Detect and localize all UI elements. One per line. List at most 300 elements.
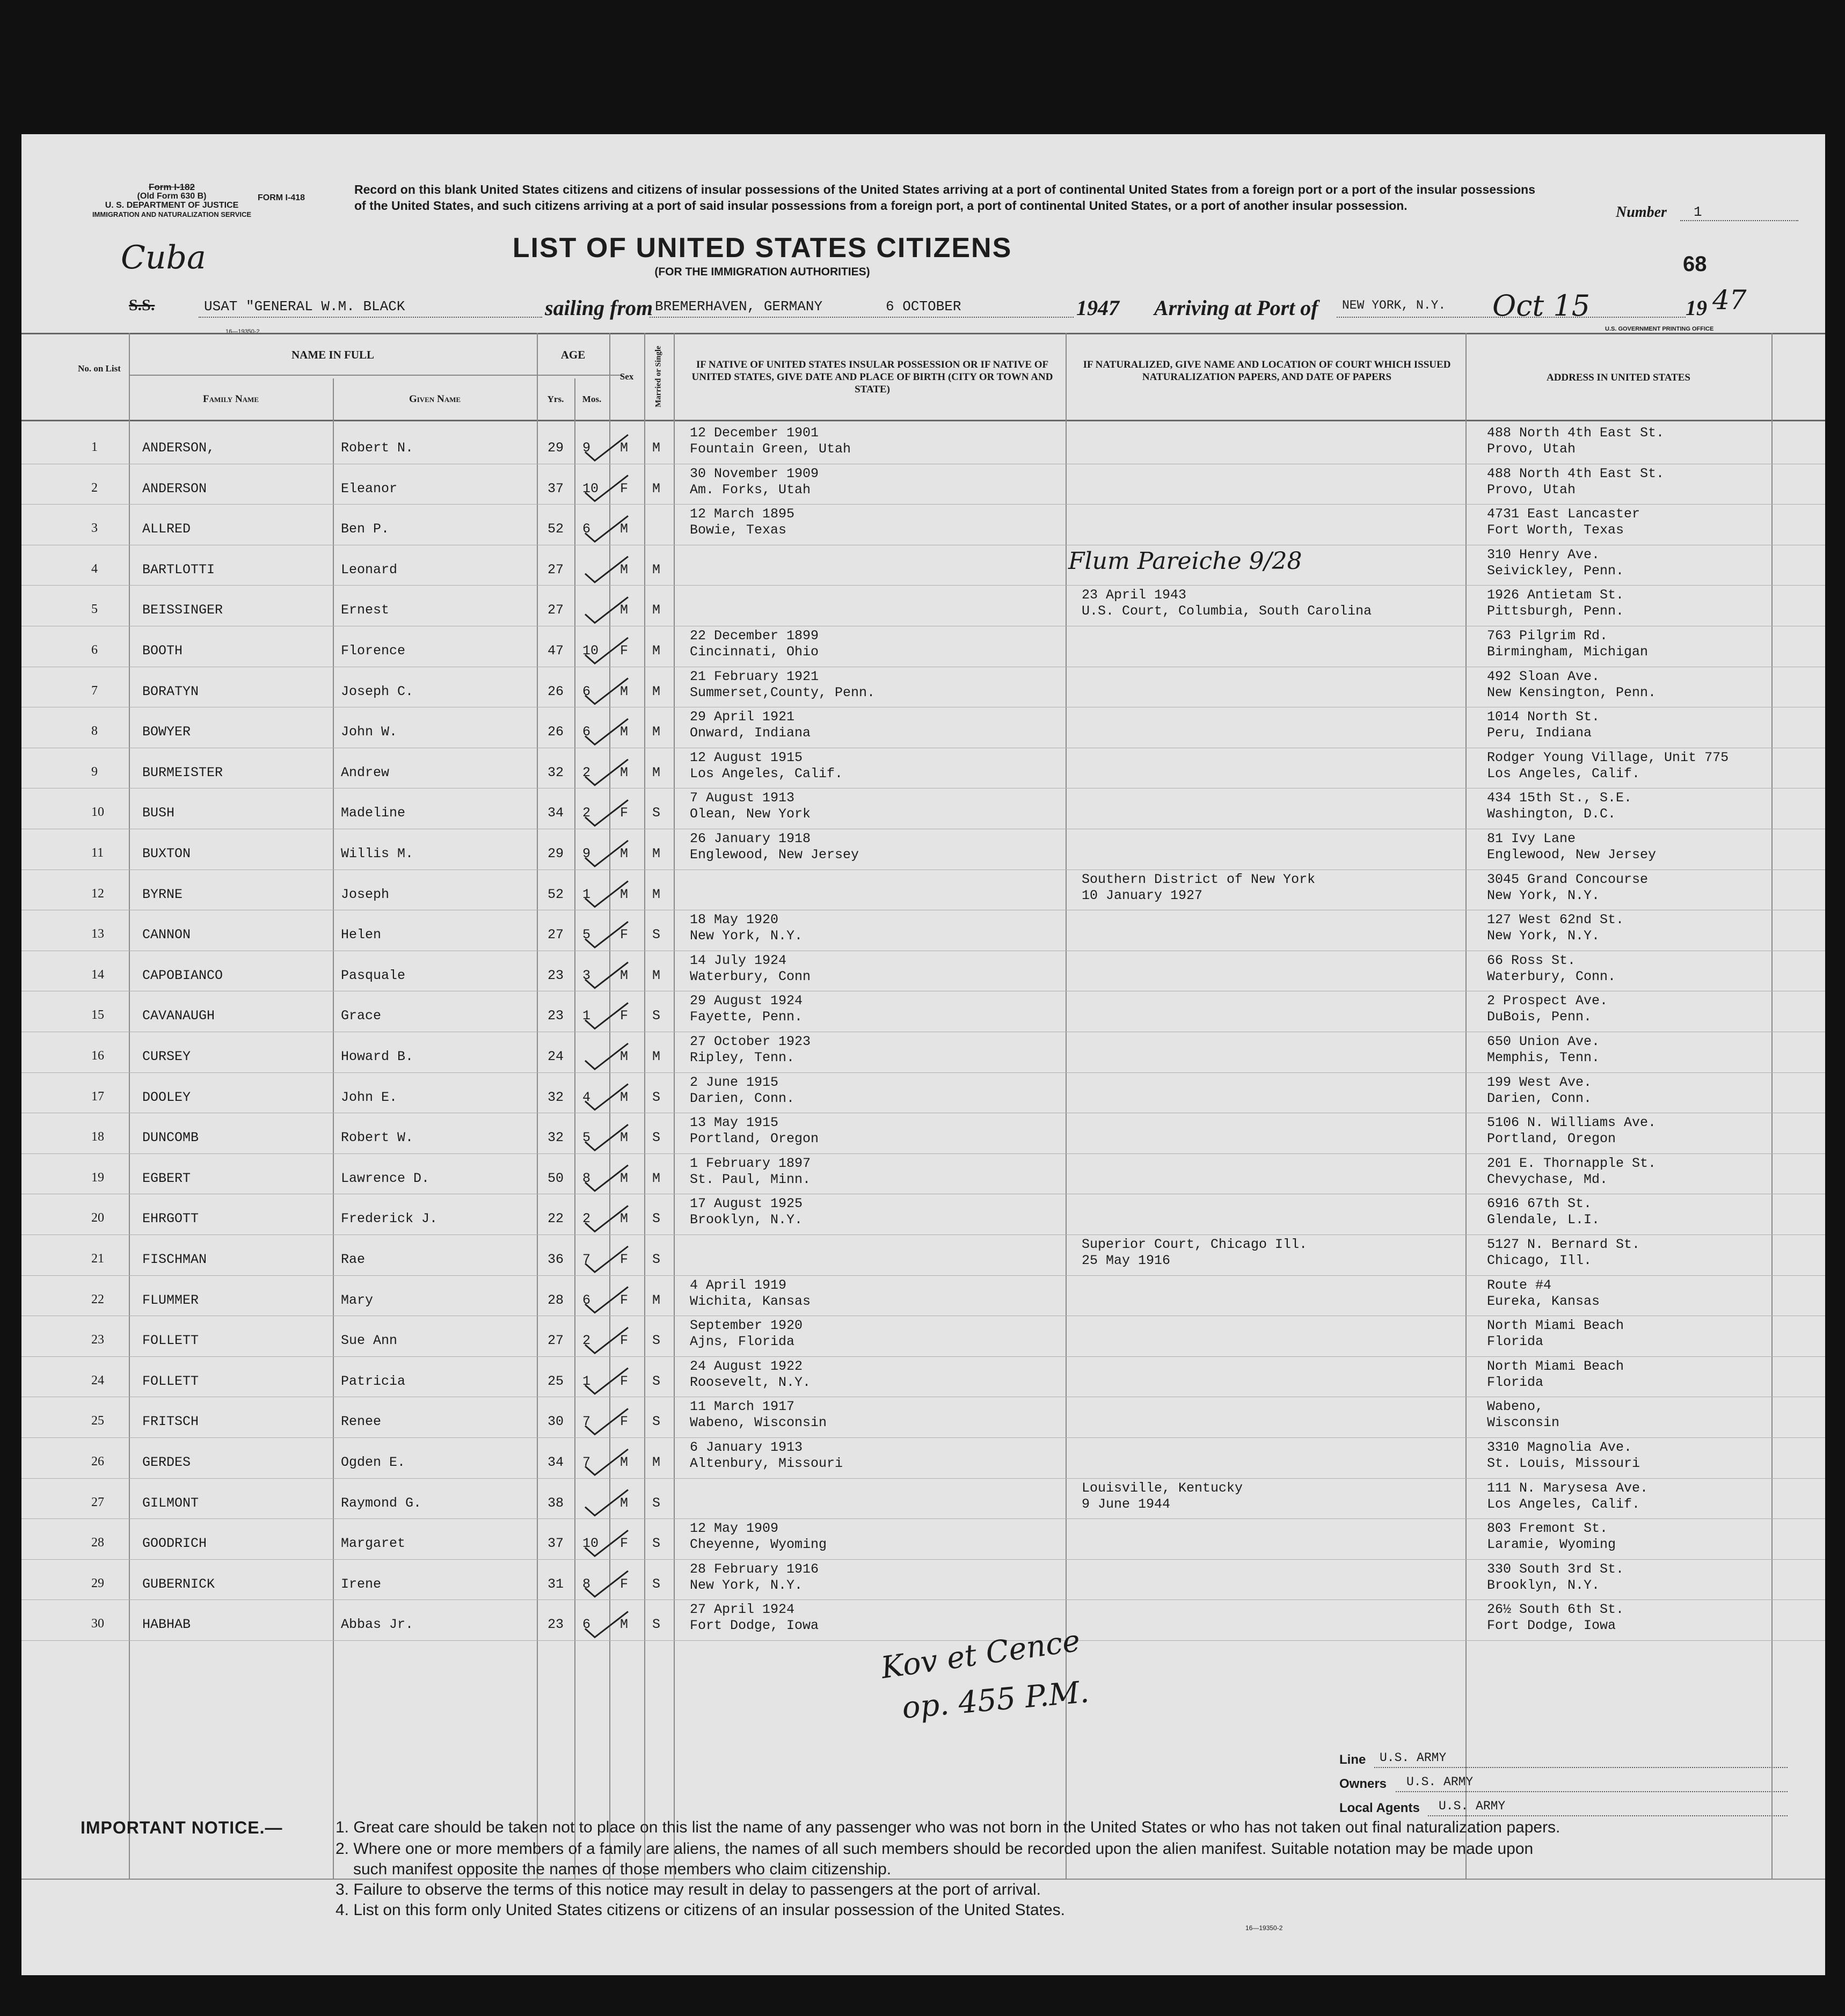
row-number: 22: [91, 1292, 104, 1306]
family-name: DOOLEY: [142, 1089, 191, 1105]
family-name: BOOTH: [142, 643, 183, 659]
given-name: Robert W.: [341, 1130, 414, 1146]
given-name: Mary: [341, 1292, 374, 1308]
marital-status: M: [652, 643, 661, 659]
address-line-2: New Kensington, Penn.: [1487, 684, 1657, 700]
family-name: FISCHMAN: [142, 1252, 207, 1267]
address-line-2: New York, N.Y.: [1487, 887, 1600, 903]
age-months: 6: [582, 1617, 591, 1633]
notice-item-2: 2. Where one or more members of a family are aliens, the names of all such members should be recorded upon the alien manifest. Suitable notation may be made upon: [336, 1840, 1534, 1858]
given-name: Grace: [341, 1008, 382, 1024]
age-years: 37: [548, 1536, 564, 1552]
birth-date: 24 August 1922: [690, 1358, 803, 1374]
birth-date: 14 July 1924: [690, 952, 787, 968]
row-number: 27: [91, 1495, 104, 1509]
department: U. S. DEPARTMENT OF JUSTICE: [105, 201, 239, 210]
family-name: BYRNE: [142, 886, 183, 902]
given-name: Willis M.: [341, 846, 414, 861]
age-months: 7: [582, 1455, 591, 1470]
age-years: 52: [548, 521, 564, 537]
age-months: 6: [582, 724, 591, 740]
signature-note: Kov et Cence: [879, 1623, 1083, 1686]
printer-imprint: U.S. GOVERNMENT PRINTING OFFICE: [1605, 326, 1714, 332]
col-no: No. on List: [78, 363, 121, 374]
given-name: Pasquale: [341, 967, 406, 983]
age-months: 1: [582, 1008, 591, 1024]
birth-date: 17 August 1925: [690, 1196, 803, 1212]
col-birth: IF NATIVE OF UNITED STATES INSULAR POSSESSION OR IF NATIVE OF UNITED STATES, GIVE DATE AND PLACE OF BIRTH (CITY OR TOWN AND STATE): [691, 359, 1053, 395]
row-number: 10: [91, 805, 104, 820]
manifest-page: [21, 134, 1825, 1975]
family-name: BUXTON: [142, 846, 191, 861]
sex: M: [620, 440, 629, 456]
birth-place: Am. Forks, Utah: [690, 481, 811, 498]
family-name: HABHAB: [142, 1617, 191, 1633]
number-value: 1: [1694, 204, 1702, 220]
marital-status: M: [652, 1170, 661, 1186]
notice-item-2b: such manifest opposite the names of those members who claim citizenship.: [353, 1860, 892, 1878]
address-line-2: St. Louis, Missouri: [1487, 1456, 1640, 1471]
page-subtitle: (FOR THE IMMIGRATION AUTHORITIES): [654, 266, 870, 278]
print-code-top: 16—19350-2: [225, 328, 260, 335]
age-years: 29: [548, 846, 564, 861]
address-line-1: 1926 Antietam St.: [1487, 587, 1624, 603]
address-line-2: Eureka, Kansas: [1487, 1293, 1600, 1309]
stamp-number: 68: [1683, 252, 1707, 276]
given-name: Howard B.: [341, 1049, 414, 1064]
birth-date: 27 April 1924: [690, 1602, 795, 1618]
family-name: DUNCOMB: [142, 1130, 199, 1146]
sex: F: [620, 1333, 629, 1349]
col-family-name: Family Name: [203, 393, 259, 405]
address-line-1: 650 Union Ave.: [1487, 1034, 1600, 1049]
address-line-2: Florida: [1487, 1374, 1544, 1390]
sex: M: [620, 1455, 629, 1470]
marital-status: S: [652, 927, 661, 943]
check-mark: [585, 557, 628, 582]
age-years: 27: [548, 561, 564, 578]
page-title: LIST OF UNITED STATES CITIZENS: [512, 232, 1012, 264]
age-years: 37: [548, 480, 564, 496]
birth-place: Fort Dodge, Iowa: [690, 1618, 819, 1634]
row-number: 16: [91, 1049, 104, 1063]
form-number: FORM I-418: [258, 193, 305, 202]
address-line-2: Los Angeles, Calif.: [1487, 765, 1640, 781]
address-line-1: 310 Henry Ave.: [1487, 546, 1600, 563]
age-months: 2: [582, 805, 591, 821]
marital-status: M: [652, 724, 661, 740]
address-line-1: 81 Ivy Lane: [1487, 831, 1576, 846]
address-line-1: 127 West 62nd St.: [1487, 912, 1624, 928]
address-line-2: Chevychase, Md.: [1487, 1171, 1608, 1187]
address-line-2: Darien, Conn.: [1487, 1090, 1592, 1106]
col-married-single: Married or Single: [654, 346, 663, 407]
birth-date: September 1920: [690, 1318, 803, 1334]
birth-date: 29 April 1921: [690, 709, 795, 725]
row-number: 9: [91, 764, 98, 779]
check-mark: [585, 881, 628, 907]
address-line-2: Laramie, Wyoming: [1487, 1537, 1616, 1553]
age-months: 4: [582, 1089, 591, 1105]
address-line-1: Rodger Young Village, Unit 775: [1487, 749, 1729, 765]
address-line-2: Englewood, New Jersey: [1487, 847, 1657, 863]
given-name: Sue Ann: [341, 1333, 398, 1349]
row-number: 12: [91, 886, 104, 901]
check-mark: [585, 1124, 628, 1150]
sail-year: 1947: [1076, 296, 1119, 320]
age-years: 28: [548, 1292, 564, 1308]
birth-place: Summerset,County, Penn.: [690, 684, 876, 700]
address-line-1: Route #4: [1487, 1277, 1552, 1293]
given-name: Ernest: [341, 602, 390, 618]
age-months: 9: [582, 846, 591, 861]
row-number: 3: [91, 521, 98, 536]
check-mark: [585, 1287, 628, 1313]
address-line-2: Seivickley, Penn.: [1487, 563, 1624, 579]
row-number: 17: [91, 1089, 104, 1104]
marital-status: S: [652, 1576, 661, 1592]
agents-value: U.S. ARMY: [1439, 1799, 1506, 1813]
given-name: Joseph: [341, 886, 390, 902]
naturalization-detail: 25 May 1916: [1082, 1253, 1171, 1268]
row-number: 14: [91, 967, 104, 982]
marital-status: S: [652, 1130, 661, 1146]
birth-date: 12 March 1895: [690, 506, 795, 522]
age-years: 32: [548, 764, 564, 780]
age-years: 27: [548, 927, 564, 943]
address-line-1: 492 Sloan Ave.: [1487, 668, 1600, 684]
sex: F: [620, 1373, 629, 1389]
row-number: 20: [91, 1211, 104, 1225]
birth-place: Waterbury, Conn: [690, 968, 811, 984]
address-line-2: Memphis, Tenn.: [1487, 1050, 1600, 1065]
family-name: BORATYN: [142, 683, 199, 699]
sex: F: [620, 1576, 629, 1592]
age-years: 32: [548, 1089, 564, 1105]
address-line-2: New York, N.Y.: [1487, 928, 1600, 944]
address-line-1: 763 Pilgrim Rd.: [1487, 628, 1608, 644]
arrival-year-prefix: 19: [1686, 296, 1707, 320]
address-line-2: Provo, Utah: [1487, 441, 1576, 457]
address-line-2: Provo, Utah: [1487, 481, 1576, 498]
sex: M: [620, 561, 629, 578]
age-months: 2: [582, 1211, 591, 1227]
sailing-from: BREMERHAVEN, GERMANY: [655, 298, 823, 315]
check-mark: [585, 1530, 628, 1556]
row-number: 23: [91, 1333, 104, 1347]
departure-time-note: op. 455 P.M.: [900, 1674, 1091, 1726]
address-line-1: 2 Prospect Ave.: [1487, 993, 1608, 1009]
given-name: Leonard: [341, 561, 398, 578]
birth-place: Cincinnati, Ohio: [690, 644, 819, 660]
margin-note: Flum Pareiche 9/28: [1068, 547, 1302, 575]
given-name: Irene: [341, 1576, 382, 1592]
given-name: Patricia: [341, 1373, 406, 1389]
row-number: 7: [91, 683, 98, 698]
birth-place: Fountain Green, Utah: [690, 441, 851, 457]
age-years: 23: [548, 967, 564, 983]
birth-place: Brooklyn, N.Y.: [690, 1212, 803, 1228]
arrival-port: NEW YORK, N.Y.: [1342, 298, 1446, 312]
row-number: 18: [91, 1130, 104, 1144]
check-mark: [585, 922, 628, 947]
age-years: 32: [548, 1130, 564, 1146]
birth-place: Onward, Indiana: [690, 725, 811, 741]
address-line-2: Waterbury, Conn.: [1487, 968, 1616, 984]
family-name: BARTLOTTI: [142, 561, 215, 578]
check-mark: [585, 1246, 628, 1272]
age-years: 34: [548, 805, 564, 821]
family-name: FLUMMER: [142, 1292, 199, 1308]
age-months: 10: [582, 1536, 599, 1552]
birth-date: 7 August 1913: [690, 790, 795, 806]
address-line-1: 201 E. Thornapple St.: [1487, 1155, 1657, 1171]
agents-label: Local Agents: [1339, 1801, 1420, 1815]
sex: F: [620, 927, 629, 943]
naturalization-court: 23 April 1943: [1082, 587, 1187, 603]
birth-date: 13 May 1915: [690, 1115, 779, 1131]
marital-status: S: [652, 1495, 661, 1511]
old-form-number: (Old Form 630 B): [137, 192, 207, 201]
check-mark: [585, 759, 628, 785]
marital-status: S: [652, 1089, 661, 1105]
marital-status: M: [652, 846, 661, 861]
vessel-name: USAT "GENERAL W.M. BLACK: [204, 298, 405, 315]
birth-place: Olean, New York: [690, 806, 811, 822]
check-mark: [585, 1408, 628, 1434]
birth-date: 26 January 1918: [690, 831, 811, 846]
sex: F: [620, 1292, 629, 1308]
address-line-2: Los Angeles, Calif.: [1487, 1496, 1640, 1512]
family-name: ANDERSON,: [142, 440, 215, 456]
row-number: 15: [91, 1008, 104, 1022]
birth-date: 1 February 1897: [690, 1155, 811, 1171]
birth-place: Bowie, Texas: [690, 522, 787, 538]
birth-date: 6 January 1913: [690, 1440, 803, 1455]
given-name: Eleanor: [341, 480, 398, 496]
birth-date: 21 February 1921: [690, 668, 819, 684]
col-name-in-full: NAME IN FULL: [291, 348, 374, 361]
check-mark: [585, 719, 628, 744]
age-months: 5: [582, 927, 591, 943]
age-years: 23: [548, 1617, 564, 1633]
notice-item-1: 1. Great care should be taken not to place on this list the name of any passenger who was not born in the United States or who has not taken out final naturalization papers.: [336, 1818, 1560, 1836]
sex: M: [620, 602, 629, 618]
naturalization-detail: 10 January 1927: [1082, 887, 1203, 903]
given-name: Joseph C.: [341, 683, 414, 699]
sex: M: [620, 886, 629, 902]
age-months: 8: [582, 1576, 591, 1592]
age-months: 2: [582, 1333, 591, 1349]
age-months: 6: [582, 683, 591, 699]
sex: M: [620, 1130, 629, 1146]
given-name: Renee: [341, 1414, 382, 1430]
naturalization-detail: U.S. Court, Columbia, South Carolina: [1082, 603, 1372, 619]
row-number: 4: [91, 561, 98, 576]
check-mark: [585, 638, 628, 663]
birth-place: Cheyenne, Wyoming: [690, 1537, 827, 1553]
check-marks: [21, 134, 1825, 1959]
birth-date: 12 December 1901: [690, 425, 819, 441]
birth-date: 29 August 1924: [690, 993, 803, 1009]
check-mark: [585, 962, 628, 988]
sex: M: [620, 764, 629, 780]
sex: F: [620, 1008, 629, 1024]
family-name: GUBERNICK: [142, 1576, 215, 1592]
address-line-1: 4731 East Lancaster: [1487, 506, 1640, 522]
given-name: Lawrence D.: [341, 1170, 430, 1186]
birth-date: 12 August 1915: [690, 749, 803, 765]
age-months: 3: [582, 967, 591, 983]
given-name: Ben P.: [341, 521, 390, 537]
age-years: 31: [548, 1576, 564, 1592]
row-number: 19: [91, 1170, 104, 1185]
family-name: EGBERT: [142, 1170, 191, 1186]
row-number: 5: [91, 602, 98, 617]
sex: F: [620, 1414, 629, 1430]
family-name: FOLLETT: [142, 1333, 199, 1349]
row-number: 26: [91, 1455, 104, 1469]
marital-status: M: [652, 886, 661, 902]
check-mark: [585, 1003, 628, 1028]
sex: M: [620, 1170, 629, 1186]
marital-status: S: [652, 1617, 661, 1633]
birth-place: Portland, Oregon: [690, 1131, 819, 1147]
address-line-1: North Miami Beach: [1487, 1318, 1624, 1334]
family-name: CURSEY: [142, 1049, 191, 1064]
age-months: 10: [582, 643, 599, 659]
given-name: Abbas Jr.: [341, 1617, 414, 1633]
address-line-2: Fort Worth, Texas: [1487, 522, 1624, 538]
birth-date: 27 October 1923: [690, 1034, 811, 1049]
given-name: Helen: [341, 927, 382, 943]
handwritten-mark: Cuba: [121, 239, 206, 276]
age-months: 9: [582, 440, 591, 456]
arrival-year-suffix: 47: [1712, 284, 1747, 316]
family-name: FRITSCH: [142, 1414, 199, 1430]
sail-date: 6 OCTOBER: [886, 298, 961, 315]
row-number: 24: [91, 1373, 104, 1387]
naturalization-court: Superior Court, Chicago Ill.: [1082, 1237, 1308, 1252]
address-line-2: Portland, Oregon: [1487, 1131, 1616, 1147]
birth-date: 12 May 1909: [690, 1521, 779, 1537]
age-years: 47: [548, 643, 564, 659]
naturalization-court: Louisville, Kentucky: [1082, 1480, 1243, 1496]
birth-place: Ajns, Florida: [690, 1334, 795, 1350]
address-line-2: Peru, Indiana: [1487, 725, 1592, 741]
birth-date: 28 February 1916: [690, 1561, 819, 1577]
age-months: 1: [582, 886, 591, 902]
age-months: 6: [582, 1292, 591, 1308]
address-line-2: Wisconsin: [1487, 1415, 1560, 1431]
row-number: 30: [91, 1617, 104, 1631]
family-name: CANNON: [142, 927, 191, 943]
birth-date: 22 December 1899: [690, 628, 819, 644]
sex: M: [620, 1211, 629, 1227]
check-mark: [585, 1490, 628, 1516]
line-label: Line: [1339, 1752, 1366, 1767]
notice-item-3: 3. Failure to observe the terms of this notice may result in delay to passengers at the port of arrival.: [336, 1881, 1041, 1898]
age-years: 38: [548, 1495, 564, 1511]
marital-status: M: [652, 602, 661, 618]
sex: F: [620, 1536, 629, 1552]
check-mark: [585, 1611, 628, 1637]
birth-place: Darien, Conn.: [690, 1090, 795, 1106]
age-months: 7: [582, 1414, 591, 1430]
check-mark: [585, 476, 628, 501]
birth-place: Wichita, Kansas: [690, 1293, 811, 1309]
address-line-1: 488 North 4th East St.: [1487, 465, 1665, 481]
marital-status: M: [652, 764, 661, 780]
check-mark: [585, 516, 628, 542]
check-mark: [585, 1206, 628, 1231]
print-code-bottom: 16—19350-2: [1245, 1924, 1283, 1932]
given-name: Florence: [341, 643, 406, 659]
address-line-1: 3310 Magnolia Ave.: [1487, 1440, 1632, 1455]
age-years: 50: [548, 1170, 564, 1186]
marital-status: S: [652, 1414, 661, 1430]
given-name: Andrew: [341, 764, 390, 780]
sex: F: [620, 643, 629, 659]
sex: M: [620, 683, 629, 699]
age-years: 27: [548, 602, 564, 618]
row-number: 29: [91, 1576, 104, 1590]
given-name: Robert N.: [341, 440, 414, 456]
address-line-1: 111 N. Marysesa Ave.: [1487, 1480, 1649, 1496]
birth-date: 18 May 1920: [690, 912, 779, 928]
address-line-1: 803 Fremont St.: [1487, 1521, 1608, 1537]
birth-place: St. Paul, Minn.: [690, 1171, 811, 1187]
row-number: 1: [91, 440, 98, 454]
age-years: 52: [548, 886, 564, 902]
birth-date: 30 November 1909: [690, 465, 819, 481]
birth-place: Roosevelt, N.Y.: [690, 1374, 811, 1390]
birth-place: Englewood, New Jersey: [690, 847, 859, 863]
birth-place: Altenbury, Missouri: [690, 1456, 843, 1471]
age-months: 6: [582, 521, 591, 537]
address-line-1: 5127 N. Bernard St.: [1487, 1237, 1640, 1252]
birth-place: Wabeno, Wisconsin: [690, 1415, 827, 1431]
family-name: BEISSINGER: [142, 602, 223, 618]
col-mos: Mos.: [582, 394, 602, 404]
check-mark: [585, 1043, 628, 1069]
check-mark: [585, 678, 628, 704]
header-note: Record on this blank United States citizens and citizens of insular possessions of the United States arriving at a port of continental United States from a foreign port or a port of the insular possessions of the United States, and such citizens arriving at a port of said insular possessions from a foreign port, a port of continental United States, or a port of another insular possession.: [354, 182, 1535, 213]
given-name: Frederick J.: [341, 1211, 438, 1227]
owners-value: U.S. ARMY: [1406, 1775, 1474, 1789]
sex: M: [620, 1089, 629, 1105]
given-name: John W.: [341, 724, 398, 740]
age-years: 27: [548, 1333, 564, 1349]
given-name: Raymond G.: [341, 1495, 422, 1511]
marital-status: M: [652, 440, 661, 456]
given-name: Ogden E.: [341, 1455, 406, 1470]
marital-status: M: [652, 561, 661, 578]
sex: M: [620, 724, 629, 740]
line-value: U.S. ARMY: [1380, 1751, 1447, 1765]
notice-item-4: 4. List on this form only United States citizens or citizens of an insular possession of the United States.: [336, 1901, 1066, 1919]
check-mark: [585, 1368, 628, 1394]
family-name: GILMONT: [142, 1495, 199, 1511]
address-line-1: 6916 67th St.: [1487, 1196, 1592, 1212]
marital-status: S: [652, 1008, 661, 1024]
arrival-date: Oct 15: [1492, 289, 1591, 323]
marital-status: M: [652, 683, 661, 699]
birth-place: Ripley, Tenn.: [690, 1050, 795, 1065]
sex: M: [620, 846, 629, 861]
given-name: Margaret: [341, 1536, 406, 1552]
number-label: Number: [1616, 204, 1667, 221]
